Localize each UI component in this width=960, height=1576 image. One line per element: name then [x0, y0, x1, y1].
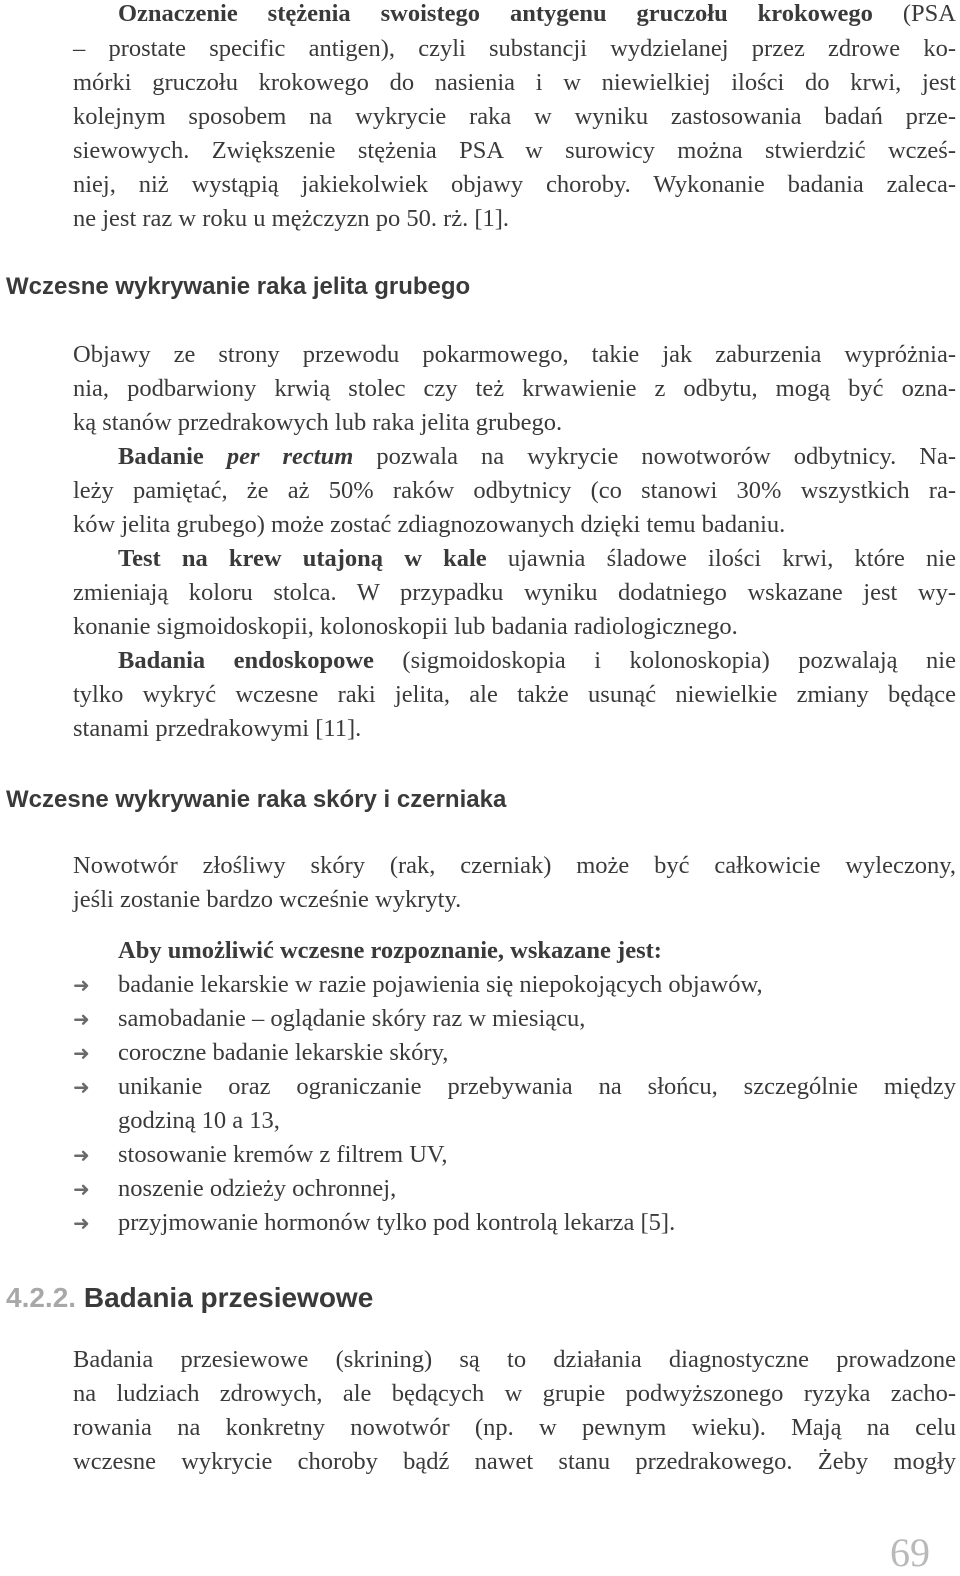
- skin-heading: Wczesne wykrywanie raka skóry i czerniaka: [6, 786, 507, 813]
- colon-p4-line-2: tylko wykryć wczesne raki jelita, ale także usunąć niewielkie zmiany będące: [73, 681, 956, 708]
- skin-list-item-continued: godziną 10 a 13,: [118, 1107, 280, 1134]
- arrow-right-icon: ➜: [73, 1211, 90, 1235]
- colon-p4-line-1: [118, 644, 956, 678]
- section-line-2: na ludziach zdrowych, ale będących w grupie podwyższonego ryzyka zacho-: [73, 1380, 956, 1407]
- section-heading: [6, 1282, 373, 1314]
- colon-p2-line-2: leży pamiętać, że aż 50% raków odbytnicy (co stanowi 30% wszystkich ra-: [73, 477, 956, 504]
- arrow-right-icon: ➜: [73, 1007, 90, 1031]
- skin-p1-line-2: jeśli zostanie bardzo wcześnie wykryty.: [73, 886, 462, 913]
- skin-list-item: badanie lekarskie w razie pojawienia się niepokojących objawów,: [118, 971, 763, 998]
- colon-p3-line-3: konanie sigmoidoskopii, kolonoskopii lub badania radiologicznego.: [73, 613, 738, 640]
- psa-line-3: mórki gruczołu krokowego do nasienia i w niewielkiej ilości do krwi, jest: [73, 69, 956, 96]
- arrow-right-icon: ➜: [73, 973, 90, 997]
- colon-heading: Wczesne wykrywanie raka jelita grubego: [6, 273, 471, 300]
- arrow-right-icon: ➜: [73, 1075, 90, 1099]
- section-number: 4.2.2.: [6, 1282, 77, 1313]
- skin-list-item: noszenie odzieży ochronnej,: [118, 1175, 397, 1202]
- skin-list-item: unikanie oraz ograniczanie przebywania na słońcu, szczególnie między: [118, 1073, 956, 1100]
- colon-p1-line-3: ką stanów przedrakowych lub raka jelita grubego.: [73, 409, 563, 436]
- colon-p2-line-1: [118, 440, 956, 474]
- skin-list-item: przyjmowanie hormonów tylko pod kontrolą lekarza [5].: [118, 1209, 676, 1236]
- psa-line-5: siewowych. Zwiększenie stężenia PSA w surowicy można stwierdzić wcześ-: [73, 137, 956, 164]
- page-number: 69: [890, 1530, 930, 1575]
- skin-p1-line-1: Nowotwór złośliwy skóry (rak, czerniak) może być całkowicie wyleczony,: [73, 852, 956, 879]
- psa-line-1-rest: (PSA: [902, 0, 956, 27]
- colon-p2-line-1-rest: pozwala na wykrycie nowotworów odbytnicy. Na-: [376, 443, 957, 470]
- colon-p4-bold: Badania endoskopowe: [118, 647, 374, 674]
- colon-p3-line-1-rest: ujawnia śladowe ilości krwi, które nie: [507, 545, 956, 572]
- psa-line-7: ne jest raz w roku u mężczyzn po 50. rż. [1].: [73, 205, 510, 232]
- section-line-4: wczesne wykrycie choroby bądź nawet stanu przedrakowego. Żeby mogły: [73, 1448, 956, 1475]
- section-title: Badania przesiewowe: [83, 1282, 374, 1313]
- skin-list-item: coroczne badanie lekarskie skóry,: [118, 1039, 449, 1066]
- arrow-right-icon: ➜: [73, 1143, 90, 1167]
- psa-line-4: kolejnym sposobem na wykrycie raka w wyniku zastosowania badań prze-: [73, 103, 956, 130]
- colon-p1-line-1: Objawy ze strony przewodu pokarmowego, takie jak zaburzenia wypróżnia-: [73, 341, 956, 368]
- skin-list-item: samobadanie – oglądanie skóry raz w miesiącu,: [118, 1005, 586, 1032]
- psa-line-6: niej, niż wystąpią jakiekolwiek objawy choroby. Wykonanie badania zaleca-: [73, 171, 956, 198]
- colon-p1-line-2: nia, podbarwiony krwią stolec czy też krwawienie z odbytu, mogą być ozna-: [73, 375, 956, 402]
- colon-p3-line-1: [118, 542, 956, 576]
- colon-p2-bold: Badanie: [118, 443, 204, 470]
- section-line-3: rowania na konkretny nowotwór (np. w pewnym wieku). Mają na celu: [73, 1414, 956, 1441]
- skin-list-item: stosowanie kremów z filtrem UV,: [118, 1141, 448, 1168]
- arrow-right-icon: ➜: [73, 1041, 90, 1065]
- psa-line-1: [118, 0, 956, 31]
- section-line-1: Badania przesiewowe (skrining) są to działania diagnostyczne prowadzone: [73, 1346, 956, 1373]
- arrow-right-icon: ➜: [73, 1177, 90, 1201]
- skin-list-intro: Aby umożliwić wczesne rozpoznanie, wskazane jest:: [118, 937, 662, 964]
- colon-p4-line-1-rest: (sigmoidoskopia i kolonoskopia) pozwalają nie: [402, 647, 956, 674]
- colon-p2-italic: per rectum: [226, 443, 354, 470]
- psa-bold-lead: Oznaczenie stężenia swoistego antygenu gruczołu krokowego: [118, 0, 873, 27]
- colon-p3-line-2: zmieniają koloru stolca. W przypadku wyniku dodatniego wskazane jest wy-: [73, 579, 956, 606]
- colon-p3-bold: Test na krew utajoną w kale: [118, 545, 487, 572]
- colon-p2-line-3: ków jelita grubego) może zostać zdiagnozowanych dzięki temu badaniu.: [73, 511, 786, 538]
- colon-p4-line-3: stanami przedrakowymi [11].: [73, 715, 362, 742]
- psa-line-2: – prostate specific antigen), czyli substancji wydzielanej przez zdrowe ko-: [73, 35, 956, 62]
